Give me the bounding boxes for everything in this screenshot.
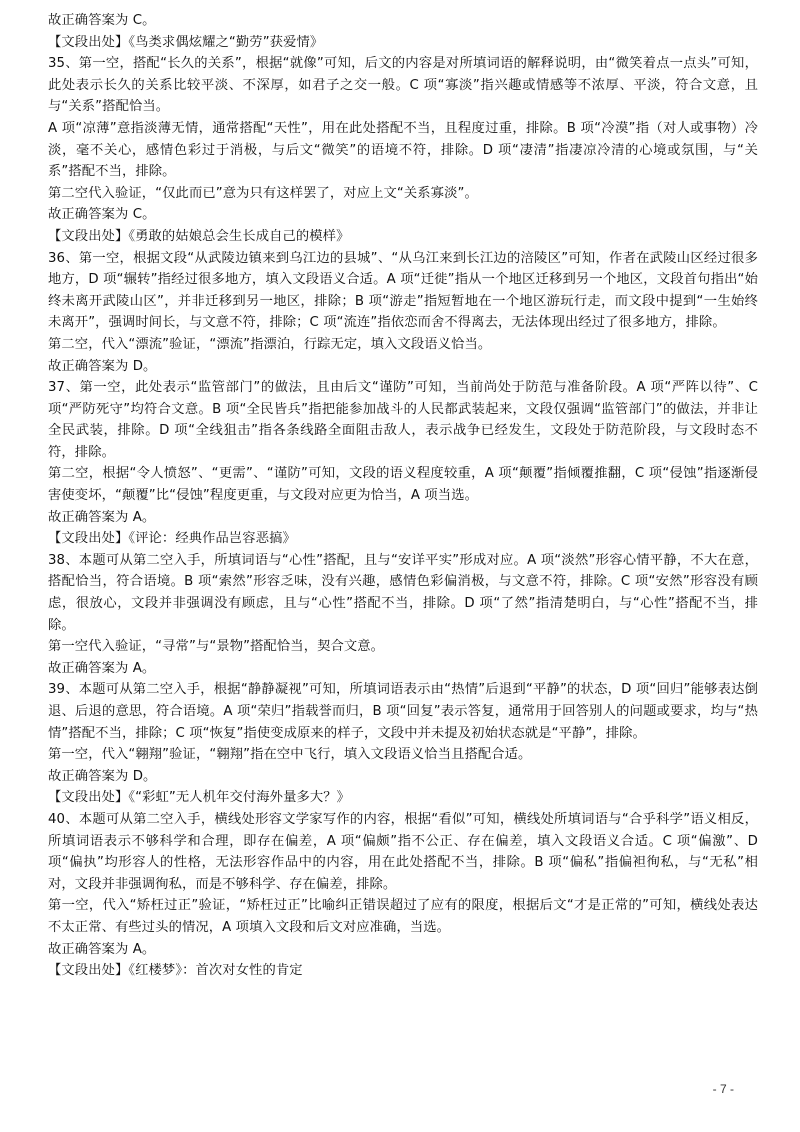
source-line: 【文段出处】《红楼梦》：首次对女性的肯定: [48, 963, 303, 979]
source-line: 【文段出处】《评论：经典作品岂容恶搞》: [48, 531, 296, 547]
question-39-analysis: 39、本题可从第二空入手，根据“静静凝视”可知，所填词语表示由“热情”后退到“平静”的状态，D 项“回归”能够表达倒退、后退的意思，符合语境。A 项“荣归”指载誉而归，B 项“回复”表示答复，通常用于回答别人的问题或要求，均与“热情”搭配不当，排除；C 项“恢复”指使变成原来的样子，文段中并未提及初始状态就是“平静”，排除。: [48, 682, 758, 741]
question-38-first-blank: 第一空代入验证，“寻常”与“景物”搭配恰当，契合文意。: [48, 639, 385, 655]
question-38-analysis: 38、本题可从第二空入手，所填词语与“心性”搭配，且与“安详平实”形成对应。A 项“淡然”形容心情平静，不大在意，搭配恰当，符合语境。B 项“索然”形容乏味，没有兴趣，感情色彩偏消极，与文意不符，排除。C 项“安然”形容没有顾虑，很放心，文段并非强调没有顾虑，且与“心性”搭配不当，排除。D 项“了然”指清楚明白，与“心性”搭配不当，排除。: [48, 552, 758, 633]
answer-line: 故正确答案为 A。: [48, 509, 156, 525]
question-36-second-blank: 第二空，代入“漂流”验证，“漂流”指漂泊，行踪无定，填入文段语义恰当。: [48, 336, 492, 352]
document-body: [48, 10, 758, 982]
question-35-analysis: 35、第一空，搭配“长久的关系”，根据“就像”可知，后文的内容是对所填词语的解释说明，由“微笑着点一点头”可知，此处表示长久的关系比较平淡、不深厚，如君子之交一般。C 项“寡淡”指兴趣或情感等不浓厚、平淡，符合文意，且与“关系”搭配恰当。: [48, 56, 758, 115]
question-36-analysis: 36、第一空，根据文段“从武陵边镇来到乌江边的县城”、“从乌江来到长江边的涪陵区”可知，作者在武陵山区经过很多地方，D 项“辗转”指经过很多地方，填入文段语义合适。A 项“迁徙”指从一个地区迁移到另一个地区，文段首句指出“始终未离开武陵山区”，并非迁移到另一地区，排除；B 项“游走”指短暂地在一个地区游玩行走，而文段中提到“一生始终未离开”，强调时间长，与文意不符，排除；C 项“流连”指依恋而舍不得离去，无法体现出经过了很多地方，排除。: [48, 250, 758, 331]
page-number: - 7 -: [712, 1082, 734, 1096]
answer-line: 故正确答案为 C。: [48, 13, 156, 28]
question-37-analysis: 37、第一空，此处表示“监管部门”的做法，且由后文“谨防”可知，当前尚处于防范与准备阶段。A 项“严阵以待”、C 项“严防死守”均符合文意。B 项“全民皆兵”指把能参加战斗的人民都武装起来，文段仅强调“监管部门”的做法，并非让全民武装，排除。D 项“全线狙击”指各条线路全面阻击敌人，表示战争已经发生，文段处于防范阶段，与文段时态不符，排除。: [48, 380, 758, 460]
question-35-second-blank: 第二空代入验证，“仅此而已”意为只有这样罢了，对应上文“关系寡淡”。: [48, 185, 478, 201]
source-line: 【文段出处】《勇敢的姑娘总会生长成自己的模样》: [48, 228, 350, 244]
answer-line: 故正确答案为 D。: [48, 358, 157, 374]
question-40-analysis: 40、本题可从第二空入手，横线处形容文学家写作的内容，根据“看似”可知，横线处所填词语与“合乎科学”语义相反，所填词语表示不够科学和合理，即存在偏差，A 项“偏颇”指不公正、存在偏差，填入文段语义合适。C 项“偏激”、D 项“偏执”均形容人的性格，无法形容作品中的内容，用在此处搭配不当，排除。B 项“偏私”指偏袒徇私，与“无私”相对，文段并非强调徇私，而是不够科学、存在偏差，排除。: [48, 811, 758, 892]
answer-line: 故正确答案为 A。: [48, 941, 156, 957]
answer-line: 故正确答案为 A。: [48, 660, 156, 676]
answer-line: 故正确答案为 C。: [48, 207, 156, 223]
question-39-first-blank: 第一空，代入“翱翔”验证，“翱翔”指在空中飞行，填入文段语义恰当且搭配合适。: [48, 747, 532, 763]
source-line: 【文段出处】《鸟类求偶炫耀之“勤劳”获爱情》: [48, 34, 324, 50]
answer-line: 故正确答案为 D。: [48, 768, 157, 784]
question-37-second-blank: 第二空，根据“令人愤怒”、“更需”、“谨防”可知，文段的语义程度较重，A 项“颠覆”指倾覆推翻，C 项“侵蚀”指逐渐侵害使变坏，“颠覆”比“侵蚀”程度更重，与文段对应更为恰当，A 项当选。: [48, 466, 758, 504]
question-35-options: A 项“凉薄”意指淡薄无情，通常搭配“天性”，用在此处搭配不当，且程度过重，排除。B 项“冷漠”指（对人或事物）冷淡，毫不关心，感情色彩过于消极，与后文“微笑”的语境不符，排除。D 项“凄清”指凄凉冷清的心境或氛围，与“关系”搭配不当，排除。: [48, 120, 758, 180]
question-40-first-blank: 第一空，代入“矫枉过正”验证，“矫枉过正”比喻纠正错误超过了应有的限度，根据后文“才是正常的”可知，横线处表达不太正常、有些过头的情况，A 项填入文段和后文对应准确，当选。: [48, 898, 758, 935]
source-line: 【文段出处】《“彩虹”无人机年交付海外量多大？》: [48, 790, 351, 806]
